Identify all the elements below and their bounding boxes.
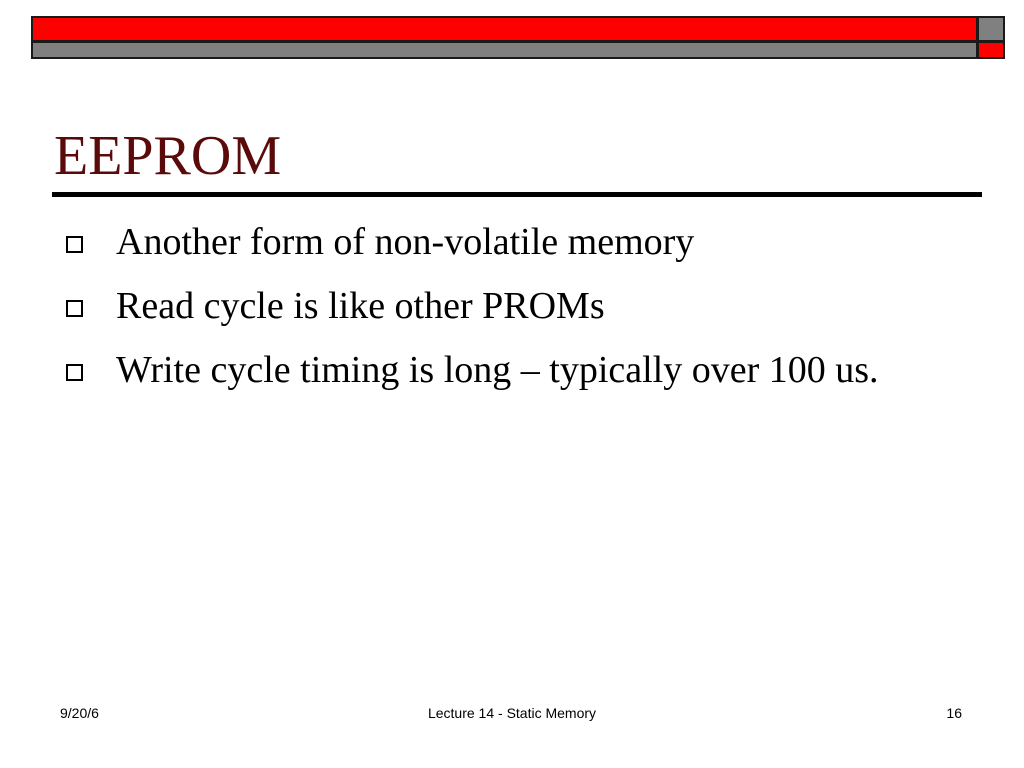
header-bar-grey [31, 41, 978, 59]
header-bar-red [31, 16, 978, 42]
bullet-list [66, 216, 946, 408]
slide-title: EEPROM [54, 125, 282, 187]
footer-title: Lecture 14 - Static Memory [427, 705, 597, 721]
bullet-item [66, 280, 946, 332]
page-number: 16 [946, 705, 962, 721]
hollow-square-icon [66, 364, 83, 381]
bullet-item [66, 216, 946, 268]
bullet-text: Read cycle is like other PROMs [116, 285, 605, 327]
title-underline [52, 192, 982, 197]
bullet-text: Another form of non-volatile memory [116, 221, 695, 263]
bullet-item [66, 344, 946, 396]
header-corner-red [977, 41, 1005, 59]
header-corner-grey [977, 16, 1005, 42]
hollow-square-icon [66, 236, 83, 253]
bullet-text: Write cycle timing is long – typically over 100 us. [116, 349, 879, 391]
footer-date: 9/20/6 [60, 705, 99, 721]
hollow-square-icon [66, 300, 83, 317]
